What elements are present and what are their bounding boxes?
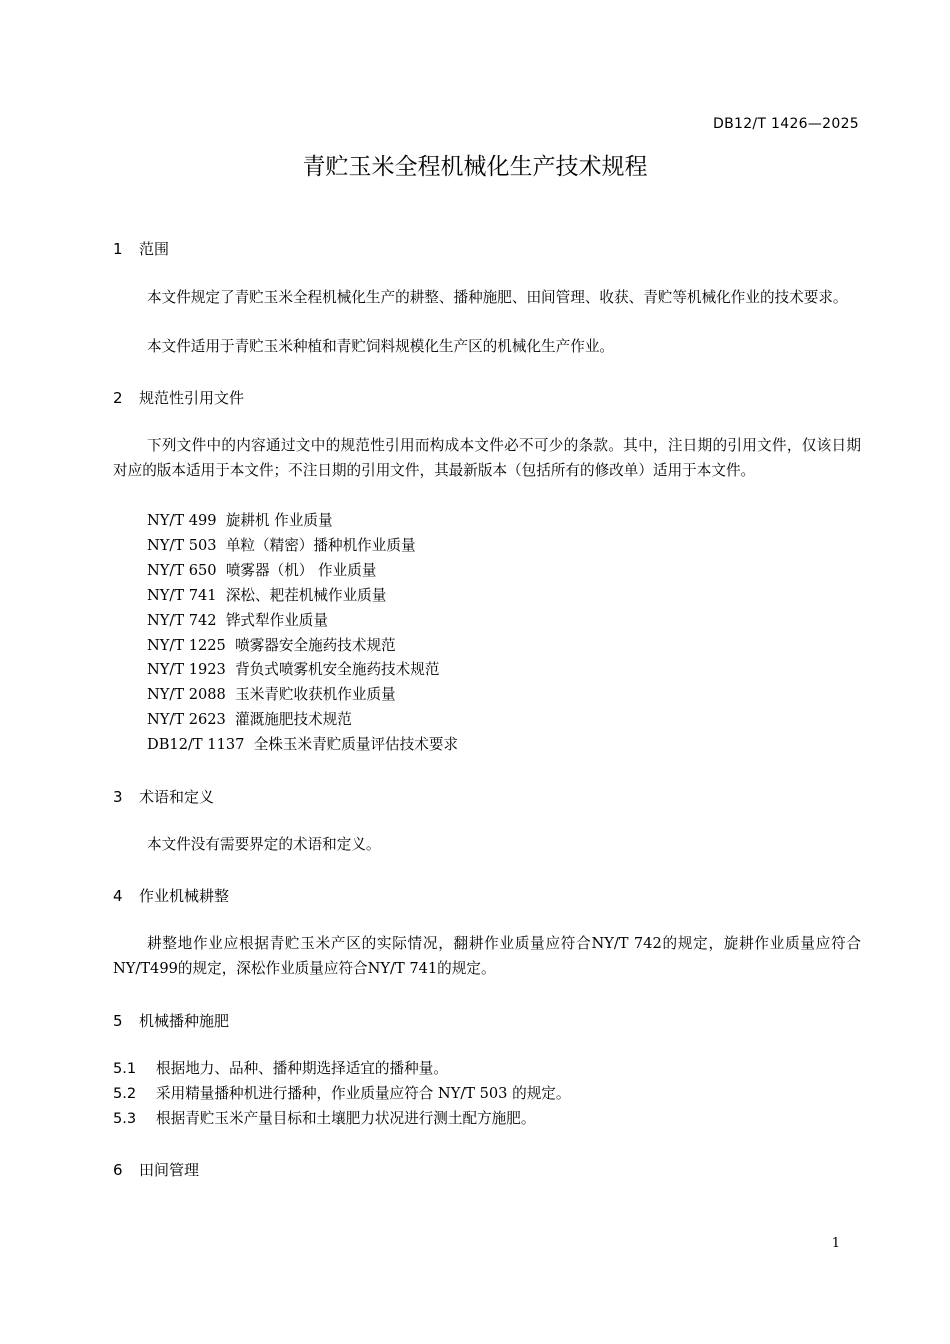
section-title: 作业机械耕整 (139, 887, 230, 905)
clause-list (113, 1057, 571, 1131)
reference-item: NY/T 1225 喷雾器安全施药技术规范 (147, 636, 396, 654)
clause-number: 5.3 (113, 1109, 137, 1127)
reference-item: NY/T 2623 灌溉施肥技术规范 (147, 711, 352, 729)
document-code: DB12/T 1426—2025 (713, 116, 859, 132)
section-number: 6 (113, 1161, 123, 1179)
scope-paragraph: 本文件规定了青贮玉米全程机械化生产的耕整、播种施肥、田间管理、收获、青贮等机械化作业的技术要求。 (147, 289, 848, 306)
section-number: 2 (113, 389, 123, 407)
clause-text: 采用精量播种机进行播种，作业质量应符合 NY/T 503 的规定。 (156, 1084, 571, 1102)
section-title: 机械播种施肥 (139, 1012, 230, 1030)
clause-text: 根据青贮玉米产量目标和土壤肥力状况进行测土配方施肥。 (156, 1109, 536, 1127)
section-heading-scope (113, 238, 169, 259)
clause-number: 5.2 (113, 1084, 137, 1102)
section-title: 规范性引用文件 (139, 389, 245, 407)
clause-item (113, 1107, 571, 1132)
scope-paragraph: 本文件适用于青贮玉米种植和青贮饲料规模化生产区的机械化生产作业。 (147, 338, 615, 355)
reference-item: NY/T 741 深松、耙茬机械作业质量 (147, 586, 387, 604)
reference-item: NY/T 1923 背负式喷雾机安全施药技术规范 (147, 661, 440, 679)
section-number: 5 (113, 1012, 123, 1030)
clause-number: 5.1 (113, 1060, 137, 1077)
terms-paragraph: 本文件没有需要界定的术语和定义。 (147, 836, 381, 853)
section-title: 田间管理 (139, 1161, 200, 1179)
reference-item: NY/T 742 铧式犁作业质量 (147, 611, 328, 629)
reference-item: NY/T 503 单粒（精密）播种机作业质量 (147, 536, 416, 554)
reference-item: DB12/T 1137 全株玉米青贮质量评估技术要求 (147, 736, 459, 754)
section-heading-normative-references (113, 387, 244, 408)
section-heading-sowing-fertilization (113, 1010, 229, 1031)
document-title: 青贮玉米全程机械化生产技术规程 (302, 154, 648, 180)
reference-list (147, 509, 458, 758)
section-title: 范围 (139, 240, 170, 258)
reference-item: NY/T 650 喷雾器（机） 作业质量 (147, 561, 377, 579)
reference-item: NY/T 2088 玉米青贮收获机作业质量 (147, 686, 396, 704)
section-number: 3 (113, 788, 123, 806)
section-title: 术语和定义 (139, 788, 215, 806)
clause-item (113, 1057, 571, 1082)
section-heading-terms (113, 786, 214, 807)
section-heading-field-management (113, 1159, 199, 1180)
references-intro-paragraph: 下列文件中的内容通过文中的规范性引用而构成本文件必不可少的条款。其中，注日期的引用文件，仅该日期对应的版本适用于本文件；不注日期的引用文件，其最新版本（包括所有的修改单）适用于本文件。 (113, 437, 861, 479)
clause-item (113, 1082, 571, 1107)
reference-item: NY/T 499 旋耕机 作业质量 (147, 512, 333, 529)
section-number: 1 (113, 240, 123, 258)
section-number: 4 (113, 887, 123, 905)
section-heading-tillage (113, 885, 229, 906)
clause-text: 根据地力、品种、播种期选择适宜的播种量。 (156, 1060, 448, 1077)
tillage-paragraph: 耕整地作业应根据青贮玉米产区的实际情况，翻耕作业质量应符合NY/T 742的规定，旋耕作业质量应符合NY/T499的规定，深松作业质量应符合NY/T 741的规定。 (113, 935, 861, 977)
page-number: 1 (831, 1236, 840, 1251)
